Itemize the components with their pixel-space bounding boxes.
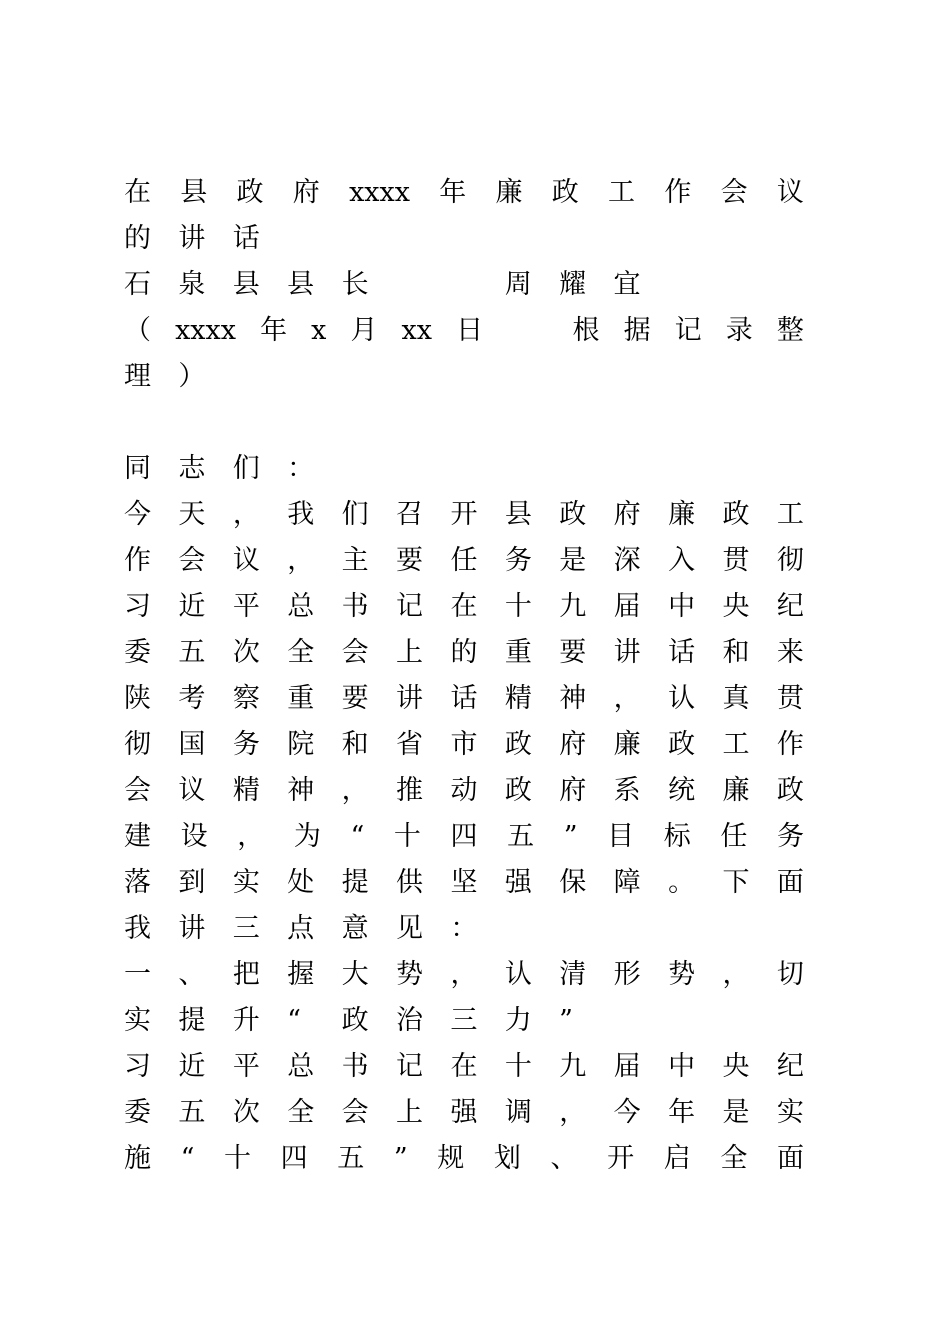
date-line-1 xyxy=(124,308,804,354)
text-token: ： xyxy=(287,453,315,484)
text-token: 落 xyxy=(124,867,151,898)
text-token: 上 xyxy=(396,1097,424,1128)
text-token: 会 xyxy=(341,1097,369,1128)
text-token: ： xyxy=(450,913,478,944)
text-token: 次 xyxy=(232,637,260,668)
text-token: 九 xyxy=(559,591,587,622)
text-token: 贯 xyxy=(722,545,750,576)
text-token: 彻 xyxy=(124,729,151,760)
text-token: 耀 xyxy=(559,269,587,300)
text-token: ， xyxy=(559,1097,587,1128)
text-token: ， xyxy=(450,959,478,990)
text-token: 把 xyxy=(232,959,260,990)
text-token: 重 xyxy=(287,683,315,714)
section-body-line xyxy=(124,1044,804,1090)
text-token: 精 xyxy=(232,775,260,806)
text-token: 统 xyxy=(668,775,696,806)
text-token: ， xyxy=(232,499,260,530)
text-token: 总 xyxy=(287,591,315,622)
text-token: 廉 xyxy=(668,499,696,530)
text-token: 和 xyxy=(341,729,369,760)
text-token: 意 xyxy=(341,913,369,944)
text-token: 、 xyxy=(178,959,206,990)
text-token: 政 xyxy=(504,775,532,806)
text-token: 央 xyxy=(722,591,750,622)
text-token: 会 xyxy=(124,775,151,806)
text-token: 政 xyxy=(722,499,750,530)
text-token: 重 xyxy=(504,637,532,668)
text-token: 市 xyxy=(450,729,478,760)
text-token: 工 xyxy=(722,729,750,760)
text-token: 划 xyxy=(493,1143,521,1174)
text-token: 五 xyxy=(178,1097,206,1128)
text-token: 我 xyxy=(287,499,315,530)
text-token: 实 xyxy=(776,1097,804,1128)
text-token: 五 xyxy=(178,637,206,668)
text-token: ， xyxy=(722,959,750,990)
text-token: xx xyxy=(401,315,433,346)
text-token: 县 xyxy=(232,269,260,300)
text-token: 彻 xyxy=(776,545,804,576)
section-heading-line-1 xyxy=(124,952,804,998)
text-token: 作 xyxy=(124,545,151,576)
text-token: 清 xyxy=(559,959,587,990)
text-token: 提 xyxy=(178,1005,206,1036)
text-token: 县 xyxy=(287,269,315,300)
text-token: 廉 xyxy=(495,177,523,208)
body-line xyxy=(124,814,804,860)
text-token: 中 xyxy=(668,591,696,622)
text-token: 大 xyxy=(341,959,369,990)
body-line xyxy=(124,676,804,722)
text-token: 上 xyxy=(396,637,424,668)
text-token: 神 xyxy=(287,775,315,806)
text-token: 年 xyxy=(439,177,467,208)
text-token: 根 xyxy=(572,315,600,346)
text-token: xxxx xyxy=(349,177,410,208)
text-token: 院 xyxy=(287,729,315,760)
text-token: 议 xyxy=(178,775,206,806)
text-token: 全 xyxy=(287,637,315,668)
text-token: 在 xyxy=(450,1051,478,1082)
text-token: 启 xyxy=(663,1143,691,1174)
body-line xyxy=(124,538,804,584)
text-token: ） xyxy=(178,361,206,392)
body-line xyxy=(124,492,804,538)
text-token: 中 xyxy=(668,1051,696,1082)
text-token: 我 xyxy=(124,913,151,944)
text-token: “ xyxy=(180,1143,195,1174)
body-line xyxy=(124,768,804,814)
text-token: 日 xyxy=(456,315,484,346)
text-token: 次 xyxy=(232,1097,260,1128)
text-token: 设 xyxy=(180,821,208,852)
text-token: 实 xyxy=(124,1005,151,1036)
text-token: 务 xyxy=(504,545,532,576)
text-token: 规 xyxy=(437,1143,465,1174)
text-token: ， xyxy=(287,545,315,576)
text-token: 会 xyxy=(720,177,748,208)
text-token: 施 xyxy=(124,1143,151,1174)
text-token: x xyxy=(311,315,327,346)
date-line-2 xyxy=(124,354,804,400)
text-token: 委 xyxy=(124,1097,151,1128)
text-token: 政 xyxy=(776,775,804,806)
text-token: 天 xyxy=(178,499,206,530)
text-token: 石 xyxy=(124,269,151,300)
text-token: 治 xyxy=(395,1005,423,1036)
text-token: 讲 xyxy=(178,913,206,944)
text-token: 十 xyxy=(504,1051,532,1082)
text-token: 工 xyxy=(608,177,636,208)
text-token: 年 xyxy=(668,1097,696,1128)
text-token: 话 xyxy=(232,223,260,254)
text-token: 作 xyxy=(776,729,804,760)
text-token: 十 xyxy=(393,821,421,852)
text-token: 长 xyxy=(341,269,369,300)
text-token: 年 xyxy=(260,315,288,346)
text-token: 贯 xyxy=(776,683,804,714)
text-token: 讲 xyxy=(396,683,424,714)
text-token: “ xyxy=(350,821,365,852)
text-token: 作 xyxy=(664,177,692,208)
text-token: 议 xyxy=(232,545,260,576)
text-token: 今 xyxy=(124,499,151,530)
text-token: 到 xyxy=(178,867,206,898)
text-token: ” xyxy=(393,1143,408,1174)
text-token: 府 xyxy=(559,775,587,806)
text-token: 话 xyxy=(668,637,696,668)
text-token: 、 xyxy=(550,1143,578,1174)
text-token: 整 xyxy=(776,315,804,346)
text-token: 廉 xyxy=(722,775,750,806)
text-token: 届 xyxy=(613,1051,641,1082)
text-token: 省 xyxy=(396,729,424,760)
text-token: 政 xyxy=(236,177,264,208)
text-token: 开 xyxy=(607,1143,635,1174)
text-token: 同 xyxy=(124,453,151,484)
text-token: 升 xyxy=(232,1005,260,1036)
text-token: 政 xyxy=(551,177,579,208)
text-token: 记 xyxy=(396,591,424,622)
text-token: 理 xyxy=(124,361,151,392)
text-token: 标 xyxy=(663,821,691,852)
text-token: ， xyxy=(613,683,641,714)
text-token: 的 xyxy=(124,223,151,254)
text-token: 近 xyxy=(178,1051,206,1082)
text-token: 点 xyxy=(287,913,315,944)
text-token: 九 xyxy=(559,1051,587,1082)
text-token: 县 xyxy=(180,177,208,208)
text-token: 势 xyxy=(396,959,424,990)
text-token: 央 xyxy=(722,1051,750,1082)
text-token: 来 xyxy=(776,637,804,668)
text-token: 们 xyxy=(341,499,369,530)
text-token: 务 xyxy=(232,729,260,760)
text-token: 建 xyxy=(124,821,151,852)
text-token: 平 xyxy=(232,1051,260,1082)
text-token: 神 xyxy=(559,683,587,714)
text-token: 政 xyxy=(668,729,696,760)
text-token: 三 xyxy=(232,913,260,944)
text-token: 任 xyxy=(720,821,748,852)
text-token: 陕 xyxy=(124,683,151,714)
text-token: 五 xyxy=(507,821,535,852)
text-token: 握 xyxy=(287,959,315,990)
text-token: 保 xyxy=(559,867,587,898)
text-token: 四 xyxy=(450,821,478,852)
text-token: 录 xyxy=(725,315,753,346)
text-token: 会 xyxy=(178,545,206,576)
text-token: 强 xyxy=(504,867,532,898)
text-token: 全 xyxy=(720,1143,748,1174)
text-token: 主 xyxy=(341,545,369,576)
text-token: 全 xyxy=(287,1097,315,1128)
salutation xyxy=(124,446,804,492)
text-token: 记 xyxy=(674,315,702,346)
text-token: 认 xyxy=(504,959,532,990)
text-token: 政 xyxy=(559,499,587,530)
text-token: 推 xyxy=(396,775,424,806)
text-token: 志 xyxy=(178,453,206,484)
text-token: 县 xyxy=(504,499,532,530)
text-token: 十 xyxy=(224,1143,252,1174)
text-token: 十 xyxy=(504,591,532,622)
text-token: 据 xyxy=(623,315,651,346)
text-token: 障 xyxy=(613,867,641,898)
text-token: 强 xyxy=(450,1097,478,1128)
text-token: 供 xyxy=(396,867,424,898)
text-token: 国 xyxy=(178,729,206,760)
text-token: xxxx xyxy=(175,315,236,346)
text-token: 府 xyxy=(292,177,320,208)
text-token: 深 xyxy=(613,545,641,576)
body-line xyxy=(124,860,804,906)
text-token: 一 xyxy=(124,959,151,990)
text-token: 政 xyxy=(504,729,532,760)
text-token: 要 xyxy=(559,637,587,668)
text-token: 的 xyxy=(450,637,478,668)
speaker-line xyxy=(124,262,804,308)
section-body-line xyxy=(124,1136,804,1182)
text-token: 动 xyxy=(450,775,478,806)
text-token: 泉 xyxy=(178,269,206,300)
body-line xyxy=(124,584,804,630)
text-token: 下 xyxy=(722,867,750,898)
text-token: 廉 xyxy=(613,729,641,760)
text-token: ” xyxy=(563,821,578,852)
text-token: 面 xyxy=(776,867,804,898)
text-token: 调 xyxy=(504,1097,532,1128)
text-token: 是 xyxy=(722,1097,750,1128)
text-token xyxy=(507,308,516,354)
text-token: 今 xyxy=(613,1097,641,1128)
text-token: 平 xyxy=(232,591,260,622)
text-token: 议 xyxy=(776,177,804,208)
text-token: 讲 xyxy=(613,637,641,668)
text-token: 纪 xyxy=(776,591,804,622)
text-token: 委 xyxy=(124,637,151,668)
section-body-line xyxy=(124,1090,804,1136)
text-token: 目 xyxy=(607,821,635,852)
spacer xyxy=(124,400,804,446)
text-token: 讲 xyxy=(178,223,206,254)
text-token: 话 xyxy=(450,683,478,714)
text-token: 在 xyxy=(124,177,151,208)
text-token: 习 xyxy=(124,1051,151,1082)
text-token: 届 xyxy=(613,591,641,622)
text-token: 势 xyxy=(668,959,696,990)
text-token: 在 xyxy=(450,591,478,622)
title-line-2 xyxy=(124,216,804,262)
text-token: 书 xyxy=(341,591,369,622)
body-line xyxy=(124,722,804,768)
text-token: ” xyxy=(559,1005,573,1036)
text-token: 记 xyxy=(396,1051,424,1082)
text-token: 面 xyxy=(776,1143,804,1174)
text-token: 召 xyxy=(396,499,424,530)
text-token: 周 xyxy=(504,269,532,300)
text-token: 切 xyxy=(776,959,804,990)
text-token: “ xyxy=(287,1005,301,1036)
text-token: 习 xyxy=(124,591,151,622)
body-line xyxy=(124,906,804,952)
text-token: 三 xyxy=(450,1005,478,1036)
text-token: 五 xyxy=(337,1143,365,1174)
text-token: 政 xyxy=(341,1005,369,1036)
text-token: 要 xyxy=(341,683,369,714)
text-token: 要 xyxy=(396,545,424,576)
text-token: 工 xyxy=(776,499,804,530)
text-token: 形 xyxy=(613,959,641,990)
text-token: 纪 xyxy=(776,1051,804,1082)
text-token: 宜 xyxy=(613,269,641,300)
text-token: 精 xyxy=(504,683,532,714)
text-token xyxy=(396,262,450,308)
section-heading-line-2 xyxy=(124,998,804,1044)
text-token: 力 xyxy=(504,1005,532,1036)
text-token: 系 xyxy=(613,775,641,806)
text-token: 开 xyxy=(450,499,478,530)
text-token: 考 xyxy=(178,683,206,714)
document-body xyxy=(124,170,804,1182)
text-token xyxy=(540,308,549,354)
text-token: 实 xyxy=(232,867,260,898)
text-token: （ xyxy=(124,315,151,346)
text-token: 会 xyxy=(341,637,369,668)
text-token: 务 xyxy=(776,821,804,852)
text-token: 察 xyxy=(232,683,260,714)
text-token: 入 xyxy=(668,545,696,576)
text-token: 认 xyxy=(668,683,696,714)
text-token: 和 xyxy=(722,637,750,668)
text-token: 真 xyxy=(722,683,750,714)
text-token xyxy=(450,262,504,308)
text-token: 总 xyxy=(287,1051,315,1082)
text-token: 府 xyxy=(559,729,587,760)
text-token: 坚 xyxy=(450,867,478,898)
body-line xyxy=(124,630,804,676)
text-token: 。 xyxy=(668,867,696,898)
text-token: 为 xyxy=(293,821,321,852)
text-token: 近 xyxy=(178,591,206,622)
text-token: 是 xyxy=(559,545,587,576)
text-token: 四 xyxy=(280,1143,308,1174)
text-token: 书 xyxy=(341,1051,369,1082)
text-token: 任 xyxy=(450,545,478,576)
text-token: 月 xyxy=(350,315,378,346)
text-token: ， xyxy=(237,821,265,852)
text-token: ， xyxy=(341,775,369,806)
text-token: 提 xyxy=(341,867,369,898)
text-token: 们 xyxy=(232,453,260,484)
text-token: 处 xyxy=(287,867,315,898)
title-line-1 xyxy=(124,170,804,216)
text-token: 府 xyxy=(613,499,641,530)
text-token: 见 xyxy=(395,913,423,944)
